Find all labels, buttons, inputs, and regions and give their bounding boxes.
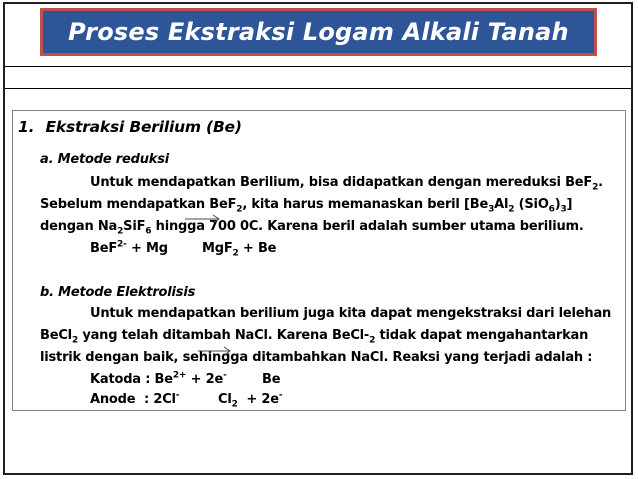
anode-reaction-right: $Cl_2 + 2e^-$ <box>218 390 283 410</box>
cathode-reaction-right: Be <box>262 372 281 387</box>
slide-title: Proses Ekstraksi Logam Alkali Tanah <box>68 18 569 46</box>
method-b-line-1: Untuk mendapatkan berilium juga kita dapat mengekstraksi dari lelehan <box>90 306 612 321</box>
method-a-line-1: Untuk mendapatkan Berilium, bisa didapatkan dengan mereduksi BeF$_2$. <box>90 175 603 193</box>
section-heading <box>18 118 242 136</box>
method-b-heading: b. Metode Elektrolisis <box>40 285 196 300</box>
title-banner <box>40 8 597 56</box>
method-b-line-3: listrik dengan baik, sehingga ditambahkan NaCl. Reaksi yang terjadi adalah : <box>40 350 593 365</box>
method-a-line-2: Sebelum mendapatkan BeF$_2$, kita harus memanaskan beril [$Be_3Al_2$ $(SiO_6)_3$] <box>40 197 573 215</box>
cathode-reaction-left: Katoda : $Be^{2+} + 2e^-$ <box>90 370 227 387</box>
electrolysis-arrow-icon <box>198 346 232 356</box>
method-b-line-2: BeCl$_2$ yang telah ditambah NaCl. Karena BeCl-$_2$ tidak dapat mengahantarkan <box>40 328 589 346</box>
reduction-reaction-right: MgF$_2$ + Be <box>202 241 277 259</box>
reduction-reaction-left: BeF$^{2-}$ + Mg <box>90 239 168 256</box>
method-a-heading: a. Metode reduksi <box>40 152 170 167</box>
divider-bottom <box>5 88 631 89</box>
section-heading-text: Ekstraksi Berilium (Be) <box>45 118 242 136</box>
method-a-line-3: dengan $Na_2SiF_6$ hingga 700 0C. Karena beril adalah sumber utama berilium. <box>40 219 584 237</box>
divider-top <box>5 66 631 67</box>
anode-reaction-left: Anode : 2Cl- <box>90 390 180 407</box>
reaction-arrow-icon <box>185 214 221 224</box>
section-number: 1. <box>18 118 35 136</box>
